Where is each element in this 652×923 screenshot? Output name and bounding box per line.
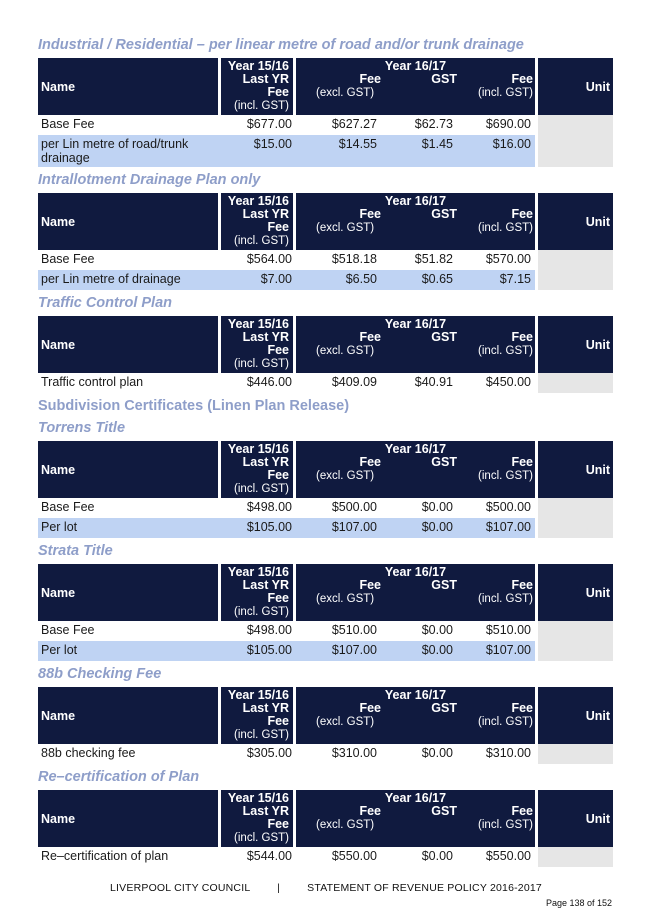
header-gst: GST	[431, 578, 457, 592]
header-year-last: Year 15/16	[227, 317, 289, 331]
section-heading: Traffic Control Plan	[38, 295, 173, 311]
cell-gst: $62.73	[414, 117, 453, 131]
header-excl-gst: (excl. GST)	[316, 716, 375, 728]
fee-table	[38, 564, 613, 661]
header-incl-gst-current: (incl. GST)	[478, 470, 533, 482]
cell-fee-incl-gst: $570.00	[485, 252, 531, 266]
cell-fee-incl-gst: $690.00	[485, 117, 531, 131]
section-heading: Industrial / Residential – per linear metre of road and/or trunk drainage	[38, 37, 524, 53]
col-header-unit: Unit	[535, 316, 613, 373]
col-header-last-year	[218, 58, 296, 115]
footer-org: LIVERPOOL CITY COUNCIL	[110, 882, 250, 894]
cell-last-year-fee: $105.00	[218, 518, 296, 538]
col-header-current-year	[296, 316, 535, 373]
cell-gst: $40.91	[414, 375, 453, 389]
cell-name: Base Fee	[41, 117, 95, 131]
header-incl-gst: (incl. GST)	[234, 235, 289, 247]
cell-last-year-fee: $15.00	[218, 135, 296, 167]
table-row	[38, 641, 613, 661]
header-last-yr-fee: Last YR Fee	[242, 330, 289, 357]
col-header-last-year	[218, 316, 296, 373]
cell-name: Base Fee	[41, 252, 95, 266]
cell-fee-excl-gst: $627.27	[331, 117, 377, 131]
header-fee: Fee	[359, 578, 381, 592]
header-incl-gst: (incl. GST)	[234, 483, 289, 495]
header-last-yr-fee: Last YR Fee	[242, 701, 289, 728]
header-fee: Fee	[359, 72, 381, 86]
cell-name: per Lin metre of road/trunk drainage	[38, 135, 218, 167]
header-incl-gst-current: (incl. GST)	[478, 593, 533, 605]
cell-fee-incl-gst: $7.15	[457, 270, 535, 290]
header-excl-gst: (excl. GST)	[316, 87, 375, 99]
cell-fee-excl-gst: $550.00	[331, 849, 377, 863]
cell-last-year-fee: $7.00	[218, 270, 296, 290]
header-excl-gst: (excl. GST)	[316, 222, 375, 234]
cell-fee-incl-gst: $16.00	[457, 135, 535, 167]
cell-name: Base Fee	[41, 623, 95, 637]
cell-unit	[535, 135, 613, 167]
table-row	[38, 621, 613, 641]
col-header-unit: Unit	[535, 58, 613, 115]
header-fee-incl: Fee	[511, 72, 533, 86]
header-year-current: Year 16/17	[384, 565, 447, 579]
table-row	[38, 270, 613, 290]
header-year-current: Year 16/17	[384, 688, 447, 702]
cell-last-year-fee: $498.00	[246, 500, 292, 514]
col-header-name: Name	[38, 193, 218, 250]
cell-last-year-fee: $105.00	[218, 641, 296, 661]
col-header-unit: Unit	[535, 687, 613, 744]
header-year-last: Year 15/16	[227, 59, 289, 73]
cell-fee-incl-gst: $510.00	[485, 623, 531, 637]
table-header-row	[38, 790, 613, 847]
table-header-row	[38, 316, 613, 373]
header-year-last: Year 15/16	[227, 194, 289, 208]
header-gst: GST	[431, 330, 457, 344]
table-row	[38, 744, 613, 764]
cell-fee-incl-gst: $450.00	[485, 375, 531, 389]
header-fee: Fee	[359, 330, 381, 344]
header-last-yr-fee: Last YR Fee	[242, 804, 289, 831]
fee-schedule-content	[38, 36, 613, 871]
header-excl-gst: (excl. GST)	[316, 593, 375, 605]
header-fee: Fee	[359, 701, 381, 715]
section-heading: Intrallotment Drainage Plan only	[38, 172, 261, 188]
cell-fee-excl-gst: $6.50	[296, 270, 381, 290]
header-excl-gst: (excl. GST)	[316, 470, 375, 482]
col-header-name: Name	[38, 441, 218, 498]
fee-table	[38, 687, 613, 764]
header-incl-gst-current: (incl. GST)	[478, 87, 533, 99]
header-fee-incl: Fee	[511, 578, 533, 592]
header-year-current: Year 16/17	[384, 442, 447, 456]
header-year-current: Year 16/17	[384, 791, 447, 805]
table-row	[38, 373, 613, 393]
header-incl-gst: (incl. GST)	[234, 100, 289, 112]
header-gst: GST	[431, 72, 457, 86]
header-last-yr-fee: Last YR Fee	[242, 455, 289, 482]
header-fee: Fee	[359, 455, 381, 469]
table-header-row	[38, 687, 613, 744]
cell-fee-incl-gst: $107.00	[457, 641, 535, 661]
header-fee: Fee	[359, 207, 381, 221]
cell-last-year-fee: $446.00	[246, 375, 292, 389]
cell-fee-excl-gst: $510.00	[331, 623, 377, 637]
page-footer	[0, 882, 652, 894]
table-row	[38, 498, 613, 518]
cell-fee-excl-gst: $14.55	[296, 135, 381, 167]
fee-table	[38, 58, 613, 167]
cell-fee-excl-gst: $518.18	[331, 252, 377, 266]
cell-gst: $1.45	[381, 135, 457, 167]
table-header-row	[38, 564, 613, 621]
section-heading: Re–certification of Plan	[38, 769, 200, 785]
col-header-name: Name	[38, 316, 218, 373]
header-fee-incl: Fee	[511, 455, 533, 469]
header-excl-gst: (excl. GST)	[316, 345, 375, 357]
section-heading: Torrens Title	[38, 420, 126, 436]
col-header-current-year	[296, 441, 535, 498]
header-fee-incl: Fee	[511, 207, 533, 221]
cell-fee-excl-gst: $409.09	[331, 375, 377, 389]
cell-unit	[535, 270, 613, 290]
table-row	[38, 518, 613, 538]
cell-unit	[535, 250, 613, 270]
cell-last-year-fee: $677.00	[246, 117, 292, 131]
header-year-current: Year 16/17	[384, 317, 447, 331]
cell-fee-incl-gst: $107.00	[457, 518, 535, 538]
cell-fee-excl-gst: $310.00	[331, 746, 377, 760]
cell-name: Base Fee	[41, 500, 95, 514]
header-year-current: Year 16/17	[384, 194, 447, 208]
col-header-last-year	[218, 687, 296, 744]
header-gst: GST	[431, 207, 457, 221]
header-year-last: Year 15/16	[227, 565, 289, 579]
cell-name: Traffic control plan	[41, 375, 144, 389]
col-header-unit: Unit	[535, 441, 613, 498]
col-header-name: Name	[38, 687, 218, 744]
col-header-unit: Unit	[535, 564, 613, 621]
header-year-current: Year 16/17	[384, 59, 447, 73]
cell-unit	[535, 518, 613, 538]
header-year-last: Year 15/16	[227, 791, 289, 805]
header-incl-gst-current: (incl. GST)	[478, 716, 533, 728]
cell-last-year-fee: $305.00	[246, 746, 292, 760]
col-header-name: Name	[38, 58, 218, 115]
col-header-current-year	[296, 687, 535, 744]
header-fee-incl: Fee	[511, 701, 533, 715]
group-heading: Subdivision Certificates (Linen Plan Release)	[38, 398, 350, 414]
header-year-last: Year 15/16	[227, 688, 289, 702]
footer-doc-title: STATEMENT OF REVENUE POLICY 2016-2017	[307, 882, 542, 894]
cell-last-year-fee: $544.00	[246, 849, 292, 863]
header-incl-gst-current: (incl. GST)	[478, 345, 533, 357]
col-header-unit: Unit	[535, 790, 613, 847]
cell-gst: $51.82	[414, 252, 453, 266]
header-fee: Fee	[359, 804, 381, 818]
cell-gst: $0.00	[381, 641, 457, 661]
table-header-row	[38, 193, 613, 250]
col-header-last-year	[218, 564, 296, 621]
header-fee-incl: Fee	[511, 330, 533, 344]
header-incl-gst-current: (incl. GST)	[478, 819, 533, 831]
cell-fee-excl-gst: $107.00	[296, 641, 381, 661]
fee-table	[38, 316, 613, 393]
cell-last-year-fee: $564.00	[246, 252, 292, 266]
cell-gst: $0.00	[421, 849, 453, 863]
fee-table	[38, 790, 613, 867]
cell-unit	[535, 744, 613, 764]
col-header-current-year	[296, 58, 535, 115]
header-gst: GST	[431, 455, 457, 469]
col-header-name: Name	[38, 564, 218, 621]
col-header-unit: Unit	[535, 193, 613, 250]
header-last-yr-fee: Last YR Fee	[242, 207, 289, 234]
cell-gst: $0.00	[421, 623, 453, 637]
cell-unit	[535, 641, 613, 661]
col-header-current-year	[296, 193, 535, 250]
cell-fee-excl-gst: $107.00	[296, 518, 381, 538]
cell-unit	[535, 621, 613, 641]
cell-fee-excl-gst: $500.00	[331, 500, 377, 514]
cell-name: Per lot	[38, 518, 218, 538]
header-incl-gst: (incl. GST)	[234, 606, 289, 618]
table-row	[38, 847, 613, 867]
table-row	[38, 250, 613, 270]
cell-name: Re–certification of plan	[41, 849, 169, 863]
header-incl-gst-current: (incl. GST)	[478, 222, 533, 234]
header-last-yr-fee: Last YR Fee	[242, 72, 289, 99]
table-header-row	[38, 58, 613, 115]
cell-gst: $0.65	[381, 270, 457, 290]
cell-last-year-fee: $498.00	[246, 623, 292, 637]
cell-name: per Lin metre of drainage	[38, 270, 218, 290]
header-gst: GST	[431, 804, 457, 818]
header-gst: GST	[431, 701, 457, 715]
cell-unit	[535, 373, 613, 393]
header-excl-gst: (excl. GST)	[316, 819, 375, 831]
cell-name: 88b checking fee	[41, 746, 136, 760]
page-number: Page 138 of 152	[545, 898, 612, 908]
header-incl-gst: (incl. GST)	[234, 729, 289, 741]
col-header-last-year	[218, 441, 296, 498]
col-header-last-year	[218, 193, 296, 250]
fee-table	[38, 441, 613, 538]
header-year-last: Year 15/16	[227, 442, 289, 456]
fee-table	[38, 193, 613, 290]
header-fee-incl: Fee	[511, 804, 533, 818]
cell-fee-incl-gst: $500.00	[485, 500, 531, 514]
header-incl-gst: (incl. GST)	[234, 832, 289, 844]
cell-fee-incl-gst: $550.00	[485, 849, 531, 863]
col-header-last-year	[218, 790, 296, 847]
cell-gst: $0.00	[421, 746, 453, 760]
col-header-name: Name	[38, 790, 218, 847]
col-header-current-year	[296, 564, 535, 621]
cell-gst: $0.00	[381, 518, 457, 538]
table-row	[38, 135, 613, 167]
cell-unit	[535, 847, 613, 867]
cell-fee-incl-gst: $310.00	[485, 746, 531, 760]
table-row	[38, 115, 613, 135]
section-heading: 88b Checking Fee	[38, 666, 162, 682]
cell-gst: $0.00	[421, 500, 453, 514]
cell-unit	[535, 498, 613, 518]
footer-separator: |	[277, 882, 281, 894]
col-header-current-year	[296, 790, 535, 847]
section-heading: Strata Title	[38, 543, 113, 559]
cell-unit	[535, 115, 613, 135]
cell-name: Per lot	[38, 641, 218, 661]
table-header-row	[38, 441, 613, 498]
header-last-yr-fee: Last YR Fee	[242, 578, 289, 605]
header-incl-gst: (incl. GST)	[234, 358, 289, 370]
